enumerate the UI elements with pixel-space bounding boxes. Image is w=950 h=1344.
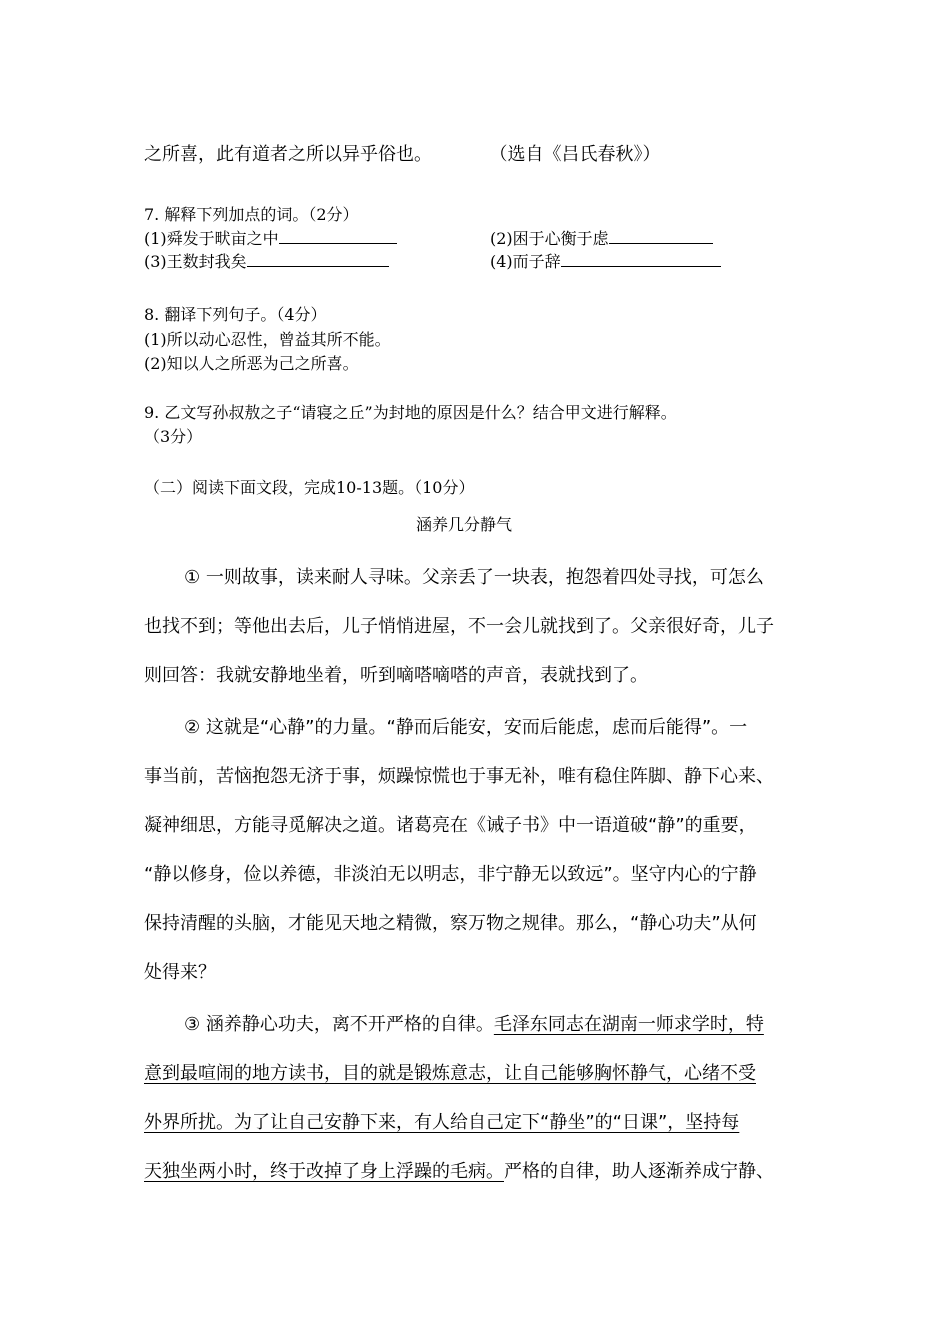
q7-item-2-label: (2)困于心衡于虑 — [490, 229, 609, 248]
paragraph-1-line: 也找不到；等他出去后，儿子悄悄进屋，不一会儿就找到了。父亲很好奇，儿子 — [144, 616, 774, 637]
q7-item-3-label: (3)王数封我矣 — [144, 252, 247, 271]
article-title: 涵养几分静气 — [416, 515, 513, 534]
paragraph-2-line: 事当前，苦恼抱怨无济于事，烦躁惊慌也于事无补，唯有稳住阵脚、静下心来、 — [144, 766, 774, 787]
section-2-heading: （二）阅读下面文段，完成10-13题。（10分） — [144, 478, 475, 497]
q8-item-2: (2)知以人之所恶为己之所喜。 — [144, 354, 359, 373]
answer-blank[interactable] — [279, 227, 397, 244]
paragraph-2-line: 凝神细思，方能寻觅解决之道。诸葛亮在《诫子书》中一语道破“静”的重要， — [144, 815, 757, 836]
paragraph-1-line: ① 一则故事，读来耐人寻味。父亲丢了一块表，抱怨着四处寻找，可怎么 — [184, 567, 764, 588]
q7-item-4 — [490, 249, 721, 272]
p3-underlined-text: 天独坐两小时，终于改掉了身上浮躁的毛病。 — [144, 1161, 504, 1182]
paragraph-2-line: “静以修身，俭以养德，非淡泊无以明志，非宁静无以致远”。坚守内心的宁静 — [144, 864, 757, 885]
paragraph-2-line: ② 这就是“心静”的力量。“静而后能安，安而后能虑，虑而后能得”。一 — [184, 717, 748, 738]
q7-title: 7. 解释下列加点的词。（2分） — [144, 205, 359, 224]
paragraph-2-line: 处得来？ — [144, 962, 216, 983]
p3-underlined-text: 为了让自己安静下来，有人给自己定下“静坐”的“日课”，坚持每 — [234, 1112, 740, 1133]
p3-text: 严格的自律，助人逐渐养成宁静、 — [504, 1161, 774, 1182]
q7-item-2 — [490, 226, 713, 249]
p3-text: ③ 涵养静心功夫，离不开严格的自律。 — [184, 1014, 494, 1035]
q7-item-4-label: (4)而子辞 — [490, 252, 561, 271]
p3-underlined-text: 意到最喧闹的地方读书，目的就是锻炼意志，让自己能够胸怀静气，心绪不受 — [144, 1063, 756, 1084]
answer-blank[interactable] — [609, 227, 713, 244]
passage-source: （选自《吕氏春秋》） — [489, 144, 661, 165]
p3-underlined-text: 毛泽东同志在湖南一师求学时，特 — [493, 1014, 764, 1035]
paragraph-1-line: 则回答：我就安静地坐着，听到嘀嗒嘀嗒的声音，表就找到了。 — [144, 665, 648, 686]
q8-title: 8. 翻译下列句子。（4分） — [144, 305, 327, 324]
q9-score: （3分） — [144, 427, 203, 446]
q7-item-3 — [144, 249, 389, 272]
q7-item-1-label: (1)舜发于畎亩之中 — [144, 229, 279, 248]
passage-a-text: 之所喜，此有道者之所以异乎俗也。 — [144, 144, 432, 165]
paragraph-3-line — [144, 1157, 774, 1183]
q9-text: 9. 乙文写孙叔敖之子“请寝之丘”为封地的原因是什么？结合甲文进行解释。 — [144, 403, 677, 422]
answer-blank[interactable] — [561, 250, 721, 267]
answer-blank[interactable] — [247, 250, 389, 267]
paragraph-3-line — [144, 1108, 739, 1134]
paragraph-2-line: 保持清醒的头脑，才能见天地之精微，察万物之规律。那么，“静心功夫”从何 — [144, 913, 757, 934]
p3-underlined-text: 外界所扰。 — [144, 1112, 234, 1133]
q7-item-1 — [144, 226, 397, 249]
passage-a-last-line — [144, 140, 660, 166]
paragraph-3-line — [144, 1059, 756, 1085]
paragraph-3-line — [184, 1010, 764, 1036]
q8-item-1: (1)所以动心忍性，曾益其所不能。 — [144, 330, 391, 349]
